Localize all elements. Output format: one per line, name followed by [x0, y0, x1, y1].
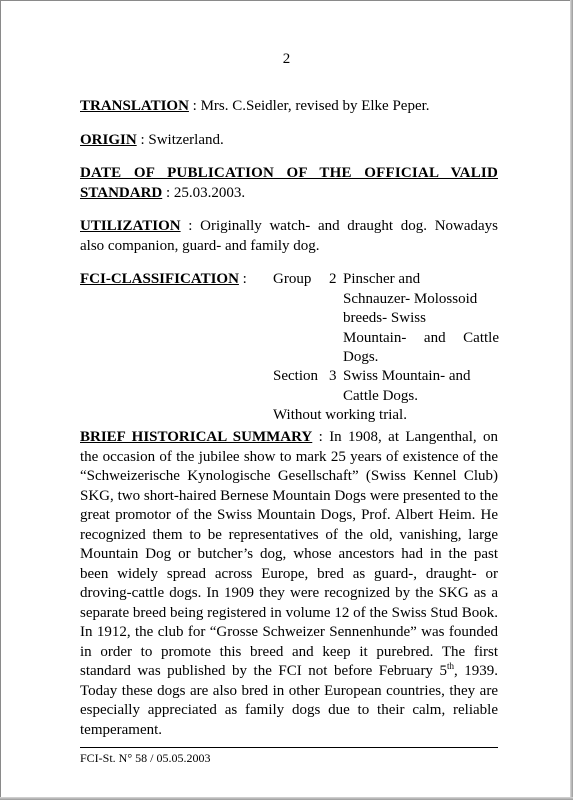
fci-section-desc-line: Cattle Dogs.: [343, 387, 418, 404]
summary-line-text: , 1939.: [453, 663, 499, 679]
summary-line: temperament.: [80, 721, 163, 738]
summary-line: SKG, two short-haired Bernese Mountain Dogs were presented to the: [80, 487, 498, 504]
fci-classification-block: [80, 270, 499, 423]
origin-heading: ORIGIN: [80, 131, 137, 148]
summary-line: In 1912, the club for “Grosse Schweizer Sennenhunde” was founded: [80, 624, 498, 640]
summary-line: droving-cattle dogs. In 1909 they were recognized by the SKG as a: [80, 585, 498, 601]
utilization-heading: UTILIZATION: [80, 218, 181, 234]
fci-group-desc-line: Pinscher and: [343, 271, 421, 287]
fci-section-description: [343, 367, 499, 406]
translation-paragraph: [80, 97, 498, 117]
date-heading-line2: STANDARD: [80, 184, 163, 201]
date-of-publication-paragraph: [80, 164, 498, 203]
summary-line: separate breed being registered in volume 12 of the Swiss Stud Book.: [80, 604, 498, 621]
origin-paragraph: [80, 131, 498, 151]
footer-rule: [80, 747, 498, 748]
fci-group-desc-line: Schnauzer- Molossoid: [343, 290, 478, 307]
utilization-paragraph: [80, 217, 498, 256]
ordinal-superscript: th: [446, 661, 454, 671]
fci-classification-label: [80, 270, 247, 290]
summary-line: [80, 662, 498, 682]
summary-line: Mountain Dog or butcher’s dog, whose ancestors had in the past: [80, 546, 498, 562]
translation-separator: :: [188, 98, 201, 114]
translation-text: Mrs. C.Seidler, revised by Elke Peper.: [200, 98, 430, 114]
summary-separator: :: [312, 429, 330, 445]
fci-group-kind: Group: [273, 271, 312, 287]
fci-section-kind: Section: [273, 368, 318, 384]
fci-working-trial: Without working trial.: [273, 407, 407, 423]
document-body: [80, 97, 498, 740]
summary-line: recognized them to be representatives of the old, vanishing, large: [80, 526, 498, 543]
fci-classification-heading: FCI-CLASSIFICATION: [80, 271, 239, 287]
summary-line: especially appreciated as family dogs due to their calm, reliable: [80, 702, 498, 718]
translation-heading: TRANSLATION: [80, 98, 189, 114]
origin-text: Switzerland.: [148, 131, 224, 148]
summary-line: the occasion of the jubilee show to mark 25 years of existence of the: [80, 448, 498, 465]
summary-line: been widely spread across Europe, bred as guard-, draught- or: [80, 565, 498, 582]
date-heading-line1: DATE OF PUBLICATION OF THE OFFICIAL VALID: [80, 165, 498, 181]
footer-reference: FCI-St. N° 58 / 05.05.2003: [80, 751, 211, 765]
summary-line-text: standard was published by the FCI not before February 5: [80, 663, 447, 679]
fci-classification-separator: :: [238, 271, 247, 287]
fci-section-number: 3: [329, 368, 337, 384]
summary-line: [80, 428, 498, 448]
fci-group-desc-line: breeds- Swiss: [343, 310, 426, 326]
summary-line: Today these dogs are also bred in other European countries, they are: [80, 682, 498, 699]
summary-line: in order to promote this breed and keep it purebred. The first: [80, 643, 498, 660]
fci-group-desc-line: Dogs.: [343, 349, 379, 365]
summary-line: “Schweizerische Kynologische Gesellschaft” (Swiss Kennel Club): [80, 468, 498, 484]
date-text: 25.03.2003.: [173, 184, 246, 201]
utilization-separator: :: [180, 218, 201, 234]
fci-group-number: 2: [329, 271, 337, 287]
summary-heading: BRIEF HISTORICAL SUMMARY: [80, 429, 313, 445]
origin-separator: :: [136, 131, 149, 148]
brief-historical-summary: [80, 428, 498, 740]
date-separator: :: [162, 184, 174, 201]
fci-group-desc-line: Mountain- and Cattle: [343, 329, 499, 346]
fci-section-desc-line: Swiss Mountain- and: [343, 368, 471, 384]
utilization-text: Originally watch- and draught dog. Nowadays also companion, guard- and family dog.: [80, 218, 499, 254]
page-number: 2: [282, 51, 291, 67]
summary-line-text: In 1908, at Langenthal, on: [329, 429, 498, 445]
fci-group-description: [343, 270, 499, 368]
summary-line: great promotor of the Swiss Mountain Dogs, Prof. Albert Heim. He: [80, 507, 498, 523]
